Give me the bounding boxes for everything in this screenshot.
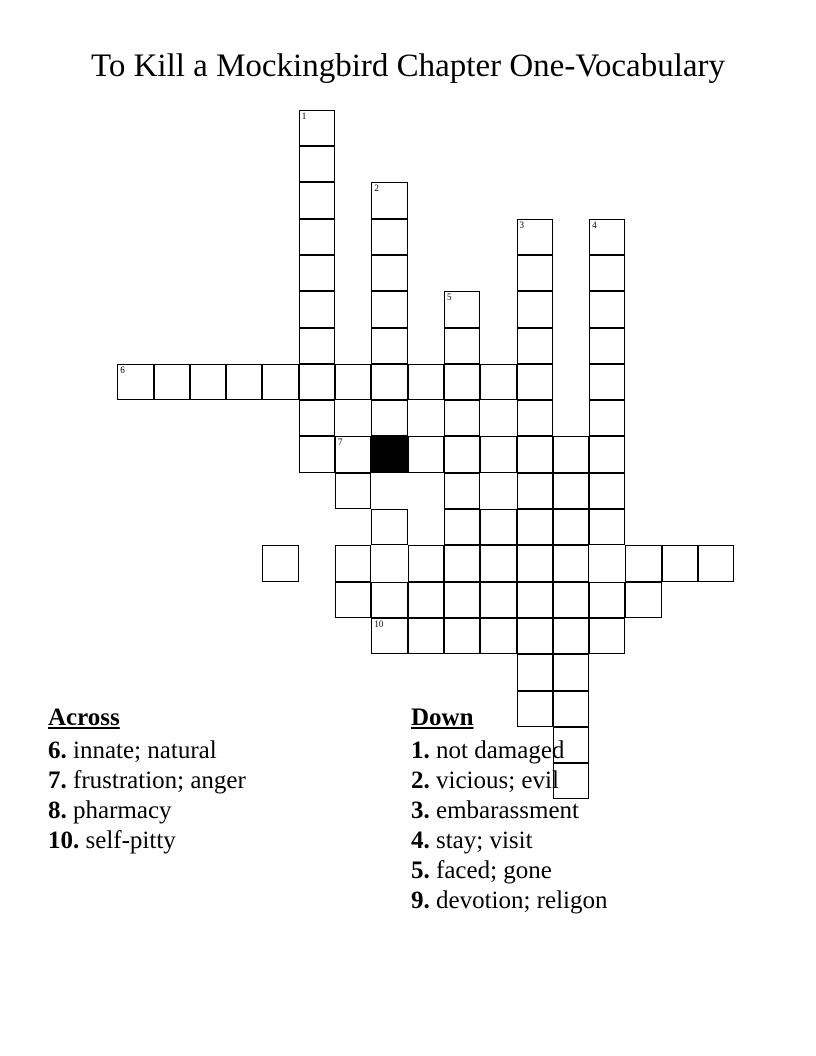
grid-cell[interactable] <box>589 618 625 654</box>
grid-cell[interactable] <box>226 364 262 400</box>
grid-cell[interactable] <box>371 255 407 291</box>
grid-cell[interactable] <box>335 436 371 472</box>
grid-cell[interactable] <box>589 219 625 255</box>
grid-cell[interactable] <box>589 509 625 545</box>
grid-cell[interactable] <box>553 654 589 690</box>
grid-cell[interactable] <box>517 364 553 400</box>
grid-cell[interactable] <box>444 328 480 364</box>
clue-text: frustration; anger <box>66 767 246 794</box>
grid-cell[interactable] <box>299 110 335 146</box>
clue-across-7 <box>48 766 246 796</box>
grid-cell[interactable] <box>371 618 407 654</box>
grid-cell[interactable] <box>517 436 553 472</box>
grid-cell[interactable] <box>299 328 335 364</box>
grid-cell[interactable] <box>553 473 589 509</box>
clue-across-10 <box>48 826 246 856</box>
clue-text: pharmacy <box>66 797 172 824</box>
clue-number-label: 10 <box>374 618 384 629</box>
grid-cell[interactable] <box>589 364 625 400</box>
clue-text: devotion; religon <box>429 887 608 914</box>
grid-cell[interactable] <box>371 400 407 436</box>
grid-cell[interactable] <box>335 473 371 509</box>
clue-number-label: 1 <box>301 110 307 121</box>
clue-text: innate; natural <box>66 737 217 764</box>
grid-cell[interactable] <box>371 328 407 364</box>
grid-cell[interactable] <box>408 364 444 400</box>
grid-cell[interactable] <box>662 545 698 581</box>
grid-cell[interactable] <box>335 545 371 581</box>
grid-cell[interactable] <box>408 618 444 654</box>
grid-cell[interactable] <box>371 182 407 218</box>
grid-cell[interactable] <box>625 582 661 618</box>
clue-number-label: 5 <box>446 292 452 303</box>
grid-cell[interactable] <box>553 582 589 618</box>
grid-cell[interactable] <box>444 291 480 327</box>
clue-number-label: 7 <box>338 437 343 448</box>
grid-cell[interactable] <box>154 364 190 400</box>
grid-cell[interactable] <box>517 473 553 509</box>
clue-text: vicious; evil <box>429 767 559 794</box>
clue-number: 1. <box>411 737 430 764</box>
clue-across-8 <box>48 796 246 826</box>
grid-cell[interactable] <box>698 545 734 581</box>
grid-cell[interactable] <box>589 328 625 364</box>
clue-number: 3. <box>411 797 430 824</box>
grid-cell[interactable] <box>517 255 553 291</box>
clue-number: 2. <box>411 767 430 794</box>
grid-cell[interactable] <box>589 291 625 327</box>
grid-cell[interactable] <box>371 291 407 327</box>
grid-cell[interactable] <box>517 618 553 654</box>
clue-down-9 <box>411 886 608 916</box>
grid-cell[interactable] <box>335 364 371 400</box>
page-title: To Kill a Mockingbird Chapter One-Vocabulary <box>90 48 725 84</box>
across-clues <box>48 703 246 856</box>
clue-number: 5. <box>411 857 430 884</box>
grid-cell[interactable] <box>262 545 298 581</box>
clue-number: 6. <box>48 737 67 764</box>
clue-across-6 <box>48 736 246 766</box>
grid-cell[interactable] <box>517 291 553 327</box>
grid-cell[interactable] <box>444 364 480 400</box>
across-heading: Across <box>48 704 120 731</box>
grid-cell[interactable] <box>480 436 516 472</box>
clue-down-1 <box>411 736 608 766</box>
grid-cell[interactable] <box>371 509 407 545</box>
clue-down-3 <box>411 796 608 826</box>
grid-cell[interactable] <box>553 436 589 472</box>
grid-cell[interactable] <box>480 582 516 618</box>
grid-cell[interactable] <box>480 509 516 545</box>
clue-text: not damaged <box>429 737 565 764</box>
clue-down-2 <box>411 766 608 796</box>
clue-number: 7. <box>48 767 67 794</box>
grid-cell[interactable] <box>299 364 335 400</box>
grid-cell[interactable] <box>589 582 625 618</box>
grid-cell[interactable] <box>444 582 480 618</box>
grid-cell[interactable] <box>589 400 625 436</box>
grid-cell[interactable] <box>335 582 371 618</box>
grid-cell[interactable] <box>299 219 335 255</box>
grid-cell[interactable] <box>444 400 480 436</box>
grid-cell[interactable] <box>371 219 407 255</box>
grid-cell[interactable] <box>444 473 480 509</box>
grid-cell[interactable] <box>190 364 226 400</box>
grid-cell[interactable] <box>262 364 298 400</box>
grid-cell[interactable] <box>408 436 444 472</box>
grid-cell[interactable] <box>299 182 335 218</box>
grid-cell[interactable] <box>299 436 335 472</box>
grid-cell[interactable] <box>517 509 553 545</box>
down-clues <box>411 703 608 916</box>
down-heading: Down <box>411 704 474 731</box>
grid-cell[interactable] <box>480 618 516 654</box>
grid-cell[interactable] <box>444 509 480 545</box>
grid-cell[interactable] <box>299 255 335 291</box>
clue-number: 10. <box>48 827 80 854</box>
grid-cell[interactable] <box>480 545 516 581</box>
clue-number: 9. <box>411 887 430 914</box>
clue-down-4 <box>411 826 608 856</box>
grid-cell[interactable] <box>444 618 480 654</box>
grid-cell[interactable] <box>589 436 625 472</box>
clue-text: faced; gone <box>429 857 552 884</box>
clue-number: 8. <box>48 797 67 824</box>
grid-cell[interactable] <box>517 219 553 255</box>
clue-number: 4. <box>411 827 430 854</box>
grid-cell[interactable] <box>517 400 553 436</box>
grid-cell[interactable] <box>408 545 444 581</box>
grid-cell[interactable] <box>625 545 661 581</box>
grid-cell[interactable] <box>517 545 553 581</box>
grid-cell[interactable] <box>444 436 480 472</box>
grid-cell[interactable] <box>553 545 589 581</box>
grid-cell[interactable] <box>589 255 625 291</box>
grid-cell[interactable] <box>444 545 480 581</box>
grid-cell[interactable] <box>553 618 589 654</box>
grid-cell[interactable] <box>408 582 444 618</box>
grid-cell[interactable] <box>517 582 553 618</box>
grid-cell[interactable] <box>517 654 553 690</box>
clue-number-label: 4 <box>592 219 597 230</box>
grid-cell[interactable] <box>299 291 335 327</box>
clue-text: stay; visit <box>429 827 533 854</box>
grid-cell[interactable] <box>517 328 553 364</box>
clue-down-5 <box>411 856 608 886</box>
clue-number-label: 6 <box>120 364 125 375</box>
grid-cell[interactable] <box>480 364 516 400</box>
clue-number-label: 3 <box>519 219 525 230</box>
clue-number-label: 2 <box>374 183 379 194</box>
grid-cell[interactable] <box>299 400 335 436</box>
grid-cell[interactable] <box>371 364 407 400</box>
grid-cell[interactable] <box>299 146 335 182</box>
grid-cell[interactable] <box>117 364 153 400</box>
grid-cell[interactable] <box>589 473 625 509</box>
clue-text: self-pitty <box>79 827 176 854</box>
clue-text: embarassment <box>429 797 580 824</box>
grid-block <box>371 436 407 472</box>
grid-cell[interactable] <box>553 509 589 545</box>
grid-cell[interactable] <box>371 582 407 618</box>
